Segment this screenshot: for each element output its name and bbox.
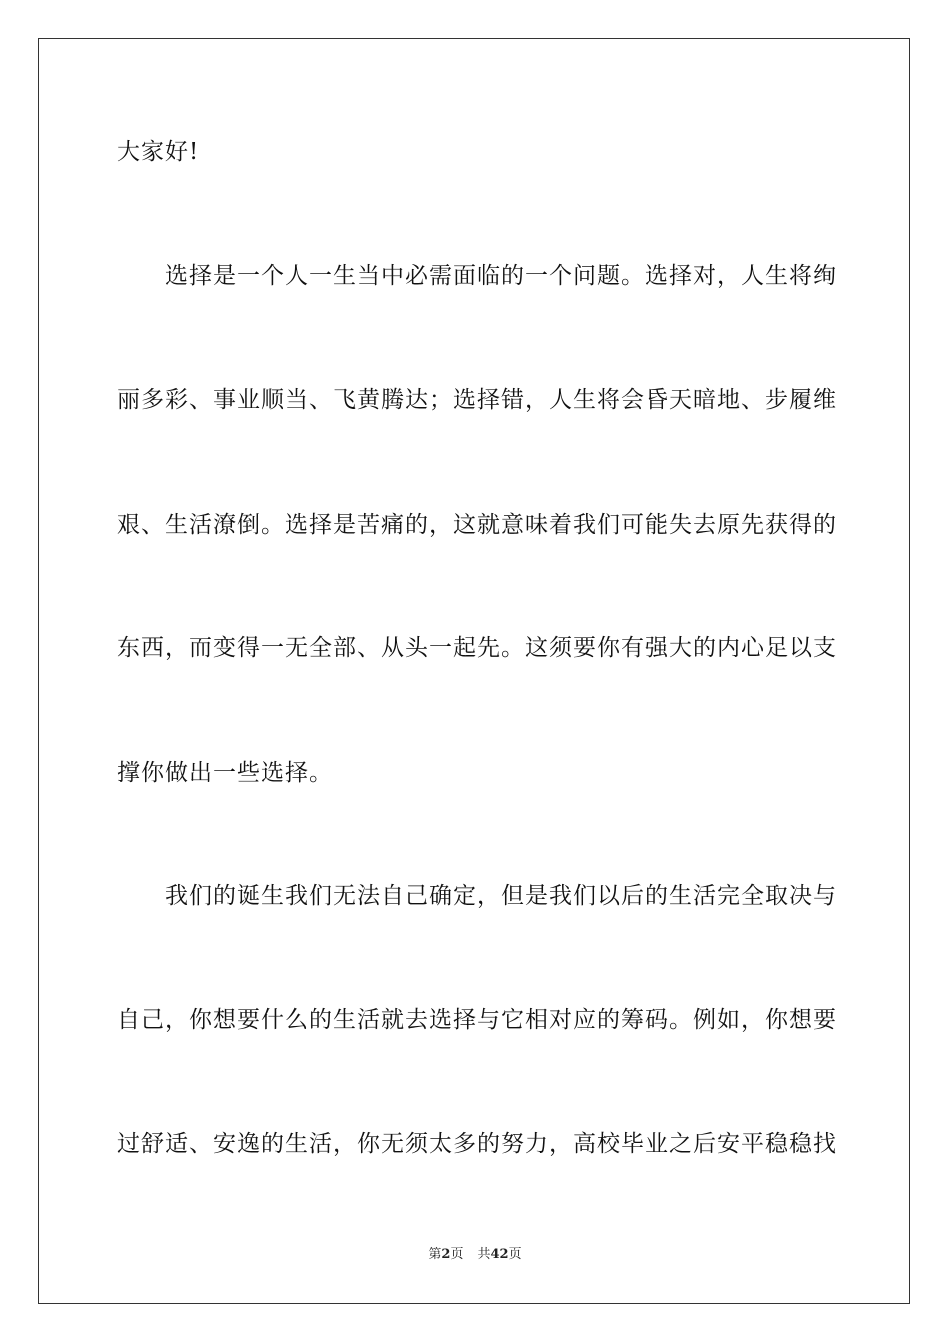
- paragraph-1-line-5: 撑你做出一些选择。: [117, 760, 333, 786]
- paragraph-1-line-3: 艰、生活潦倒。选择是苦痛的，这就意味着我们可能失去原先获得的: [117, 512, 837, 538]
- page-suffix: 页: [450, 1247, 464, 1262]
- page-number: 2: [441, 1247, 451, 1262]
- paragraph-1-line-4: 东西，而变得一无全部、从头一起先。这须要你有强大的内心足以支: [117, 635, 837, 661]
- paragraph-1-line-2: 丽多彩、事业顺当、飞黄腾达；选择错，人生将会昏天暗地、步履维: [117, 387, 837, 413]
- page-footer: [0, 1246, 950, 1264]
- total-prefix: 共: [477, 1247, 491, 1262]
- paragraph-2-line-2: 自己，你想要什么的生活就去选择与它相对应的筹码。例如，你想要: [117, 1007, 837, 1033]
- page-prefix: 第: [428, 1247, 442, 1262]
- total-suffix: 页: [508, 1247, 522, 1262]
- paragraph-2-line-3: 过舒适、安逸的生活，你无须太多的努力，高校毕业之后安平稳稳找: [117, 1131, 837, 1157]
- page-frame: [38, 38, 910, 1304]
- greeting: 大家好!: [117, 139, 200, 165]
- paragraph-1-line-1: 选择是一个人一生当中必需面临的一个问题。选择对，人生将绚: [165, 263, 837, 289]
- total-pages: 42: [490, 1247, 509, 1262]
- paragraph-2-line-1: 我们的诞生我们无法自己确定，但是我们以后的生活完全取决与: [165, 883, 837, 909]
